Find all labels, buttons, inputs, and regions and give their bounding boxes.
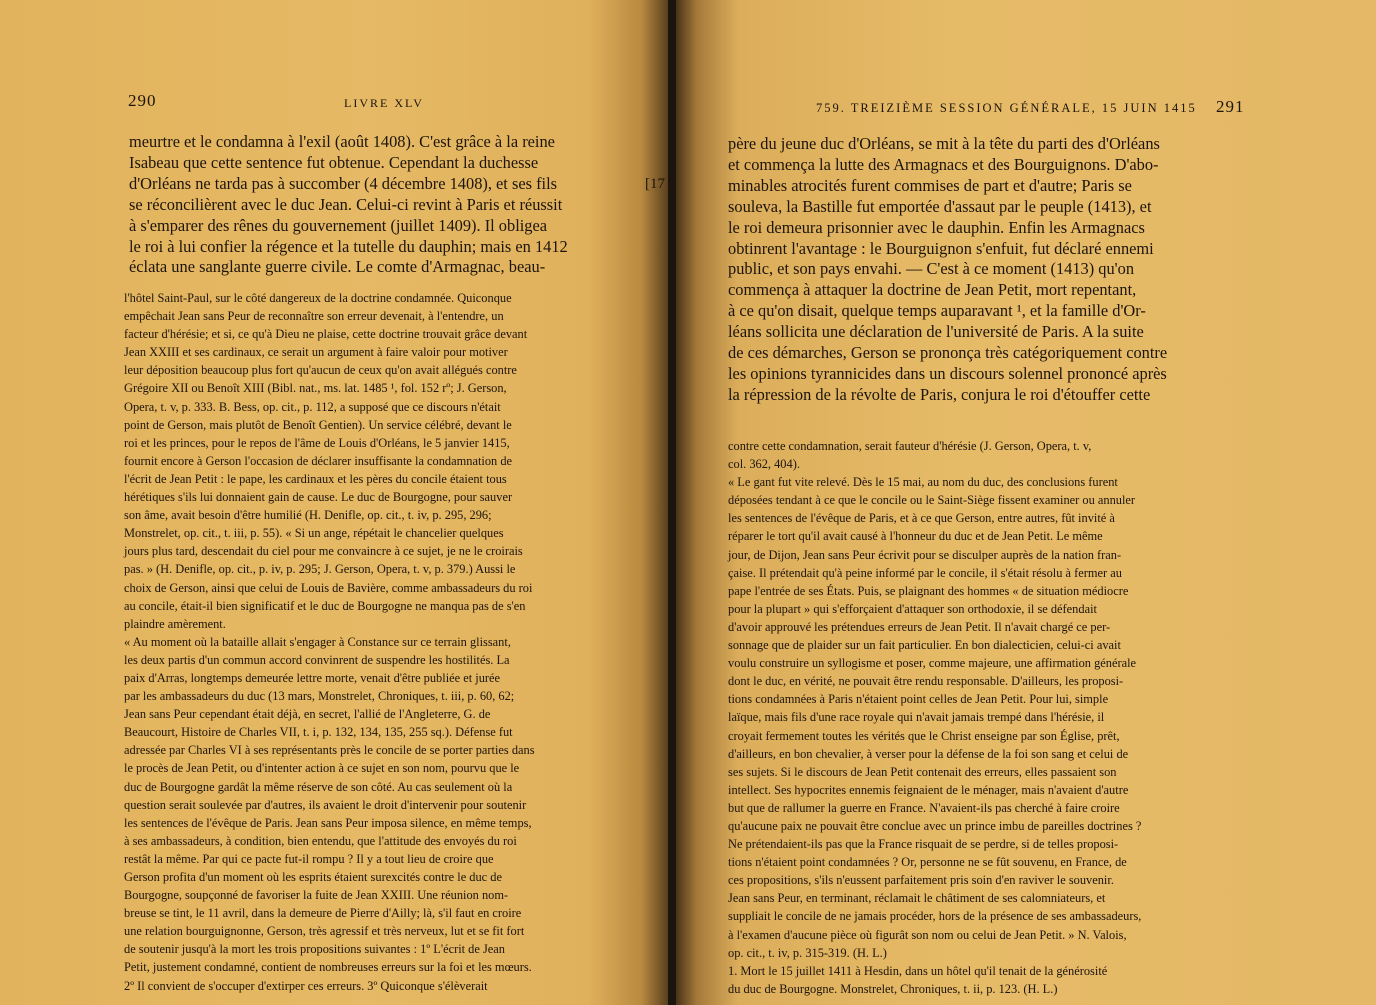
text-line: le roi demeura prisonnier avec le dauphin. Enfin les Armagnacs xyxy=(728,217,1145,237)
footnote-line: « Au moment où la bataille allait s'engager à Constance sur ce terrain glissant, xyxy=(124,634,511,649)
left-running-head: LIVRE XLV xyxy=(344,96,424,110)
footnote-line: laïque, mais fils d'une race royale qui n'avait jamais trempé dans l'hérésie, il xyxy=(728,710,1105,725)
text-line: souleva, la Bastille fut emportée d'assaut par le peuple (1413), et xyxy=(728,196,1152,216)
footnote-line: Grégoire XII ou Benoît XIII (Bibl. nat., ms. lat. 1485 ¹, fol. 152 rº; J. Gerson, xyxy=(124,381,507,396)
text-line: le roi à lui confier la régence et la tutelle du dauphin; mais en 1412 xyxy=(129,236,568,256)
footnote-line: d'avoir approuvé les prétendues erreurs de Jean Petit. Il n'avait chargé ce per- xyxy=(728,619,1111,634)
footnote-line: le procès de Jean Petit, ou d'intenter action à ce sujet en son nom, pourvu que le xyxy=(124,761,520,776)
left-main-text xyxy=(129,132,641,278)
footnote-line: but que de rallumer la guerre en France. N'avaient-ils pas cherché à faire croire xyxy=(728,800,1120,815)
footnote-line: les sentences de l'évêque de Paris. Jean sans Peur imposa silence, en même temps, xyxy=(124,815,532,830)
footnote-line: qu'aucune paix ne pouvait être conclue avec un prince imbu de pareilles doctrines ? xyxy=(728,818,1142,833)
text-line: les opinions tyrannicides dans un discours solennel prononcé après xyxy=(728,363,1167,383)
footnote-line: son âme, avait besoin d'être humilié (H. Denifle, op. cit., t. iv, p. 295, 296; xyxy=(124,508,492,523)
footnote-line: Beaucourt, Histoire de Charles VII, t. i, p. 132, 134, 135, 255 sq.). Défense fut xyxy=(124,725,513,740)
footnote-line: pour la plupart » qui s'efforçaient d'attaquer son orthodoxie, il se défendait xyxy=(728,601,1097,616)
footnote-line: « Le gant fut vite relevé. Dès le 15 mai, au nom du duc, des conclusions furent xyxy=(728,475,1118,490)
footnote-line: ces propositions, s'ils n'eussent parfaitement pris soin d'en raviver le souvenir. xyxy=(728,873,1114,888)
text-line: d'Orléans ne tarda pas à succomber (4 décembre 1408), et ses fils xyxy=(129,173,558,193)
footnote-line: point de Gerson, mais plutôt de Benoît Gentien). Un service célébré, devant le xyxy=(124,417,512,432)
footnote-line: Jean sans Peur cependant était déjà, en secret, l'allié de l'Angleterre, G. de xyxy=(124,707,491,722)
footnote-line: tions condamnées à Paris n'étaient point celles de Jean Petit. Pour lui, simple xyxy=(728,692,1109,707)
text-line: à ce qu'on disait, quelque temps auparavant ¹, et la famille d'Or- xyxy=(728,301,1146,321)
footnote-line: empêchait Jean sans Peur de reconnaître son erreur devenait, à l'entendre, un xyxy=(124,309,504,324)
left-page xyxy=(0,0,668,1005)
left-page-number: 290 xyxy=(128,91,157,110)
footnote-line: Monstrelet, op. cit., t. iii, p. 55). « Si un ange, répétait le chancelier quelques xyxy=(124,526,504,541)
footnote-line: à ses ambassadeurs, à condition, bien entendu, que l'attitude des envoyés du roi xyxy=(124,833,517,848)
footnote-line: les sentences de l'évêque de Paris, et à ce que Gerson, entre autres, fût invité à xyxy=(728,511,1115,526)
text-line: léans sollicita une déclaration de l'université de Paris. A la suite xyxy=(728,322,1144,342)
right-page-number: 291 xyxy=(1216,97,1245,116)
footnote-line: l'hôtel Saint-Paul, sur le côté dangereux de la doctrine condamnée. Quiconque xyxy=(124,291,512,305)
footnote-line: à l'examen d'aucune pièce où figurât son nom ou celui de Jean Petit. » N. Valois, xyxy=(728,927,1127,942)
footnote-line: tions n'étaient point condamnées ? Or, personne ne se fût souvenu, en France, de xyxy=(728,855,1127,870)
text-line: père du jeune duc d'Orléans, se mit à la tête du parti des d'Orléans xyxy=(728,134,1160,153)
footnote-line: ses sujets. Si le discours de Jean Petit contenait des erreurs, elles passaient son xyxy=(728,764,1117,779)
footnote-line: voulu construire un syllogisme et poser, comme majeure, une affirmation générale xyxy=(728,656,1137,671)
footnote-line: suppliait le concile de ne jamais procéder, hors de la présence de ses ambassadeurs, xyxy=(728,909,1142,924)
footnote-line: Ne prétendaient-ils pas que la France risquait de se perdre, si de telles proposi- xyxy=(728,837,1119,852)
footnote-line: fournit encore à Gerson l'occasion de déclarer insuffisante la condamnation de xyxy=(124,453,513,468)
footnote-line: par les ambassadeurs du duc (13 mars, Monstrelet, Chroniques, t. iii, p. 60, 62; xyxy=(124,689,515,704)
footnote-line: jours plus tard, descendait du ciel pour me convaincre à ce sujet, je ne le croirais xyxy=(124,544,523,559)
footnote-line: hérétiques s'ils lui donnaient gain de cause. Le duc de Bourgogne, pour sauver xyxy=(124,490,513,505)
footnote-line: Gerson profita d'un moment où les esprits étaient surexcités contre le duc de xyxy=(124,870,502,884)
right-main-text xyxy=(728,134,1242,406)
footnote-line: l'écrit de Jean Petit : le pape, les cardinaux et les pères du concile étaient tous xyxy=(124,471,507,486)
footnote-line: çaise. Il prétendait qu'à peine informé par le concile, il s'était résolu à fermer au xyxy=(728,565,1122,580)
footnote-line: jour, de Dijon, Jean sans Peur écrivit pour se disculper auprès de la nation fran- xyxy=(728,547,1122,562)
text-line: à s'emparer des rênes du gouvernement (juillet 1409). Il obligea xyxy=(129,215,548,235)
footnote-line: restât la même. Par qui ce pacte fut-il rompu ? Il y a tout lieu de croire que xyxy=(124,851,494,866)
left-footnotes xyxy=(124,289,640,995)
text-line: obtinrent l'avantage : le Bourguignon s'enfuit, fut déclaré ennemi xyxy=(728,238,1154,258)
footnote-line: croyait fermement toutes les vérités que le Christ enseigne par son Église, prêt, xyxy=(728,728,1120,743)
footnote-line: roi et les princes, pour le repos de l'âme de Louis d'Orléans, le 5 janvier 1415, xyxy=(124,435,510,450)
text-line: de ces démarches, Gerson se prononça très catégoriquement contre xyxy=(728,343,1168,363)
footnote-line: intellect. Ses hypocrites ennemis feignaient de le ménager, mais n'avaient d'autre xyxy=(728,782,1129,797)
footnote-line: dont le duc, en vérité, ne pouvait être rendu responsable. D'ailleurs, les proposi- xyxy=(728,674,1124,689)
footnote-line: adressée par Charles VI à ses représentants près le concile de se porter parties dans xyxy=(124,743,535,758)
footnote-line: plaindre amèrement. xyxy=(124,616,226,631)
footnote-line: 1. Mort le 15 juillet 1411 à Hesdin, dans un hôtel qu'il tenait de la générosité xyxy=(728,963,1108,978)
footnote-line: Bourgogne, soupçonné de favoriser la fuite de Jean XXIII. Une réunion nom- xyxy=(124,888,509,903)
footnote-line: de soutenir jusqu'à la mort les trois propositions suivantes : 1º L'écrit de Jean xyxy=(124,942,505,957)
footnote-line: paix d'Arras, longtemps demeurée lettre morte, venait d'être publiée et jurée xyxy=(124,670,501,685)
text-line: meurtre et le condamna à l'exil (août 1408). C'est grâce à la reine xyxy=(129,132,555,151)
footnote-line: Jean XXIII et ses cardinaux, ce serait un argument à faire valoir pour motiver xyxy=(124,345,508,360)
footnote-line: pape l'entrée de ses États. Puis, se plaignant des hommes « de situation médiocre xyxy=(728,583,1129,598)
footnote-line: réparer le tort qu'il avait causé à l'honneur du duc et de Jean Petit. Le même xyxy=(728,529,1103,544)
text-line: minables atrocités furent commises de part et d'autre; Paris se xyxy=(728,175,1132,195)
footnote-line: 2º Il convient de s'occuper d'extirper ces erreurs. 3º Quiconque s'élèverait xyxy=(124,978,488,993)
footnote-line: facteur d'hérésie; et si, ce qu'à Dieu ne plaise, cette doctrine trouvait grâce devant xyxy=(124,327,528,342)
footnote-line: op. cit., t. iv, p. 315-319. (H. L.) xyxy=(728,945,887,960)
footnote-line: Jean sans Peur, en terminant, réclamait le châtiment de ses calomniateurs, et xyxy=(728,891,1106,906)
right-page xyxy=(676,0,1376,1005)
right-footnotes xyxy=(728,437,1244,998)
right-running-head: 759. TREIZIÈME SESSION GÉNÉRALE, 15 JUIN 1415 xyxy=(816,101,1197,115)
footnote-line: une relation bourguignonne, Gerson, très agressif et très nerveux, lut et se fit fort xyxy=(124,924,525,939)
footnote-line: choix de Gerson, ainsi que celui de Louis de Bavière, comme ambassadeurs du roi xyxy=(124,580,533,595)
footnote-line: leur déposition beaucoup plus fort qu'aucun de ceux qu'on avait allégués contre xyxy=(124,363,517,378)
text-line: éclata une sanglante guerre civile. Le comte d'Armagnac, beau- xyxy=(129,257,546,277)
footnote-line: question serait soulevée par d'autres, ils avaient le droit d'intervenir pour soutenir xyxy=(124,797,527,812)
footnote-line: col. 362, 404). xyxy=(728,457,800,472)
footnote-line: du duc de Bourgogne. Monstrelet, Chroniques, t. ii, p. 123. (H. L.) xyxy=(728,981,1058,996)
footnote-line: contre cette condamnation, serait fauteur d'hérésie (J. Gerson, Opera, t. v, xyxy=(728,439,1092,453)
footnote-line: sonnage que de plaider sur un fait particulier. En bon dialecticien, celui-ci avait xyxy=(728,638,1121,653)
footnote-line: Petit, justement condamné, contient de nombreuses erreurs sur la foi et les mœurs. xyxy=(124,960,532,975)
footnote-line: Opera, t. v, p. 333. B. Bess, op. cit., p. 112, a supposé que ce discours n'était xyxy=(124,399,501,414)
footnote-line: les deux partis d'un commun accord convinrent de suspendre les hostilités. La xyxy=(124,652,510,667)
text-line: et commença la lutte des Armagnacs et des Bourguignons. D'abo- xyxy=(728,154,1159,174)
footnote-line: déposées tendant à ce que le concile ou le Saint-Siège fissent examiner ou annuler xyxy=(728,493,1136,508)
footnote-line: d'ailleurs, en bon chevalier, à verser pour la défense de la foi son sang et celui de xyxy=(728,746,1129,761)
text-line: commença à attaquer la doctrine de Jean Petit, mort repentant, xyxy=(728,280,1137,300)
margin-number: [17 xyxy=(645,176,665,192)
footnote-line: au concile, était-il bien significatif et le duc de Bourgogne ne manqua pas de s'en xyxy=(124,598,526,613)
text-line: public, et son pays envahi. — C'est à ce moment (1413) qu'on xyxy=(728,259,1135,279)
text-line: la répression de la révolte de Paris, conjura le roi d'étouffer cette xyxy=(728,384,1151,404)
text-line: Isabeau que cette sentence fut obtenue. Cependant la duchesse xyxy=(129,152,539,172)
footnote-line: breuse se tint, le 11 avril, dans la demeure de Pierre d'Ailly; là, s'il faut en croire xyxy=(124,906,522,921)
footnote-line: duc de Bourgogne gardât la même réserve de son côté. Au cas seulement où la xyxy=(124,779,513,794)
footnote-line: pas. » (H. Denifle, op. cit., p. iv, p. 295; J. Gerson, Opera, t. v, p. 379.) Aussi le xyxy=(124,562,516,577)
text-line: se réconcilièrent avec le duc Jean. Celui-ci revint à Paris et réussit xyxy=(129,194,563,214)
